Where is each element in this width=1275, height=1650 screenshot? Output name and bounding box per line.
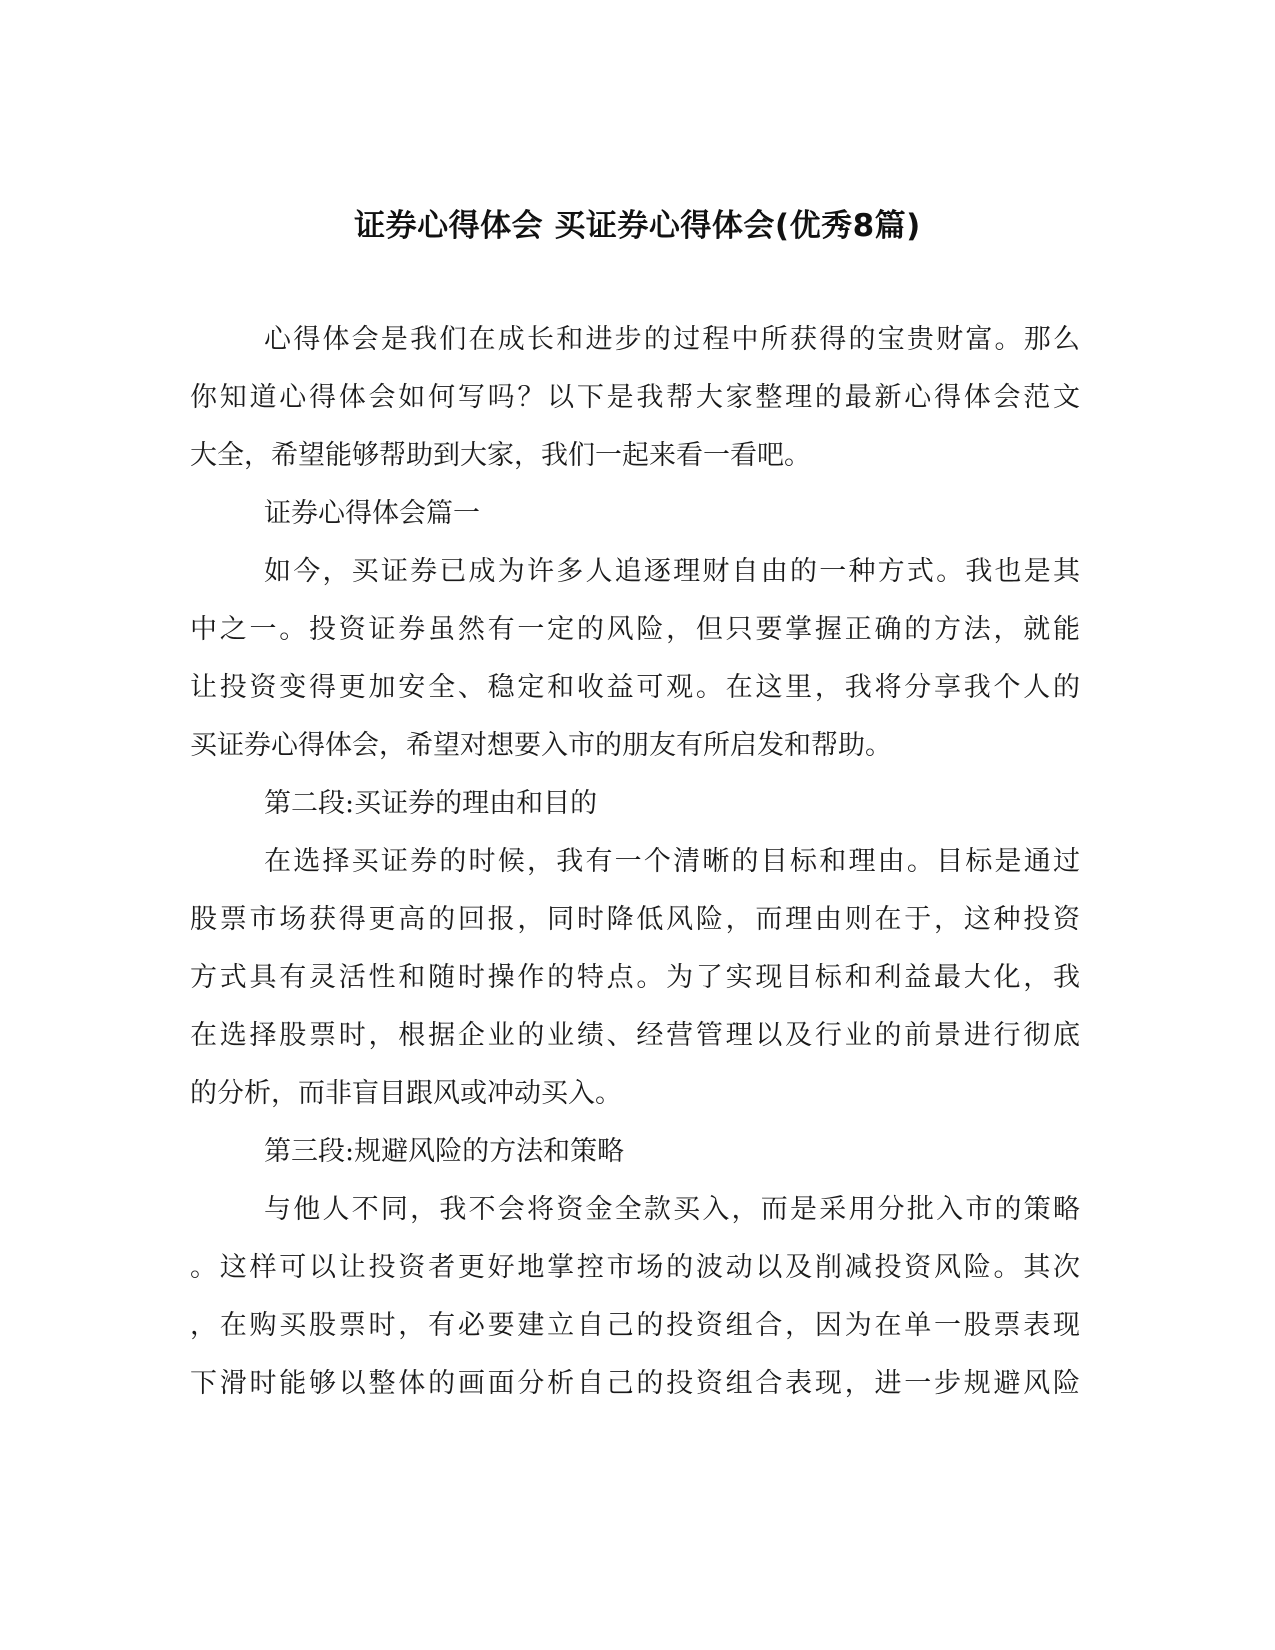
paragraph-line: 你知道心得体会如何写吗？以下是我帮大家整理的最新心得体会范文 xyxy=(190,382,1080,413)
section-heading: 第二段:买证券的理由和目的 xyxy=(264,788,598,819)
document-title: 证券心得体会 买证券心得体会(优秀8篇) xyxy=(354,208,921,244)
paragraph-line: 中之一。投资证券虽然有一定的风险，但只要掌握正确的方法，就能 xyxy=(190,614,1080,645)
paragraph-line: 的分析，而非盲目跟风或冲动买入。 xyxy=(190,1078,622,1109)
section-heading: 证券心得体会篇一 xyxy=(264,498,480,529)
paragraph-line: ，在购买股票时，有必要建立自己的投资组合，因为在单一股票表现 xyxy=(190,1310,1080,1341)
paragraph-line: 在选择买证券的时候，我有一个清晰的目标和理由。目标是通过 xyxy=(264,846,1080,877)
paragraph-line: 大全，希望能够帮助到大家，我们一起来看一看吧。 xyxy=(190,440,811,471)
paragraph-line: 股票市场获得更高的回报，同时降低风险，而理由则在于，这种投资 xyxy=(190,904,1080,935)
paragraph-line: 。这样可以让投资者更好地掌控市场的波动以及削减投资风险。其次 xyxy=(190,1252,1080,1283)
paragraph-line: 方式具有灵活性和随时操作的特点。为了实现目标和利益最大化，我 xyxy=(190,962,1080,993)
paragraph-line: 让投资变得更加安全、稳定和收益可观。在这里，我将分享我个人的 xyxy=(190,672,1080,703)
paragraph-line: 买证券心得体会，希望对想要入市的朋友有所启发和帮助。 xyxy=(190,730,892,761)
section-heading: 第三段:规避风险的方法和策略 xyxy=(264,1136,625,1167)
paragraph-line: 与他人不同，我不会将资金全款买入，而是采用分批入市的策略 xyxy=(264,1194,1080,1225)
paragraph-line: 心得体会是我们在成长和进步的过程中所获得的宝贵财富。那么 xyxy=(264,324,1080,355)
paragraph-line: 在选择股票时，根据企业的业绩、经营管理以及行业的前景进行彻底 xyxy=(190,1020,1080,1051)
paragraph-line: 下滑时能够以整体的画面分析自己的投资组合表现，进一步规避风险 xyxy=(190,1368,1080,1399)
paragraph-line: 如今，买证券已成为许多人追逐理财自由的一种方式。我也是其 xyxy=(264,556,1080,587)
